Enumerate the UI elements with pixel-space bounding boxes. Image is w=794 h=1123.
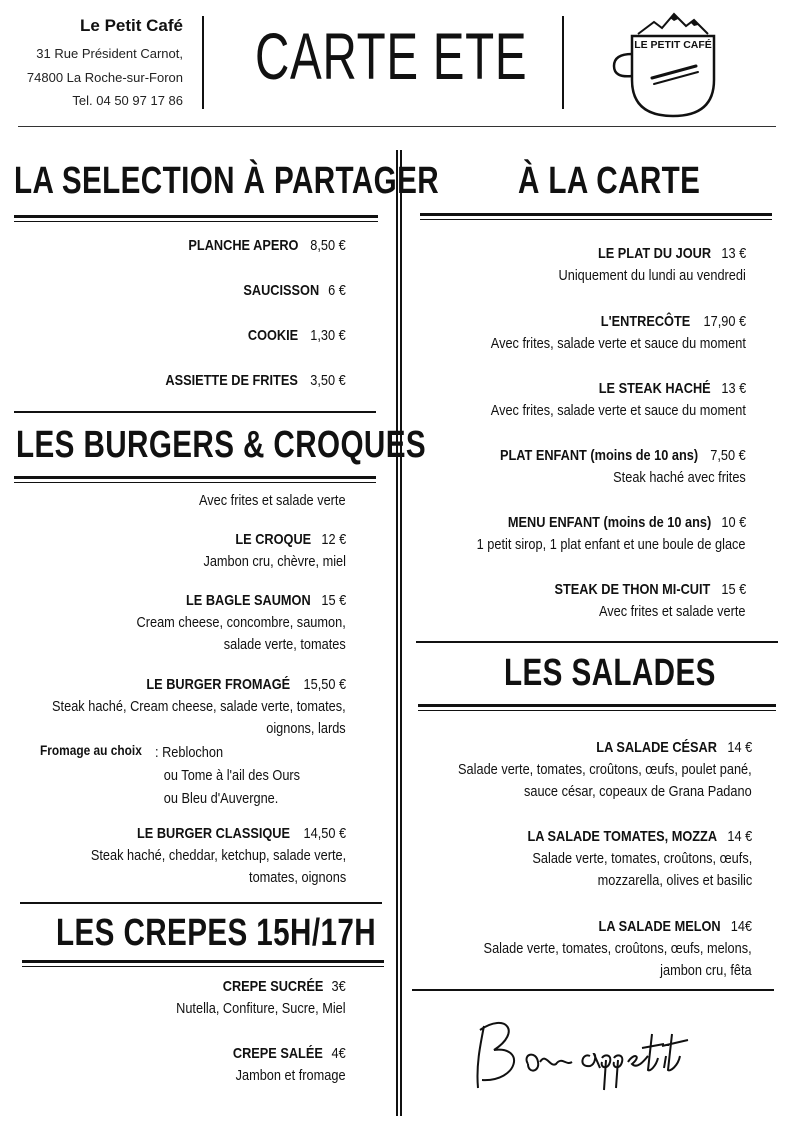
item-price: 15 € [321, 592, 346, 609]
item-name: L'ENTRECÔTE [600, 313, 690, 330]
item-name: LA SALADE MELON [598, 918, 721, 935]
item-name: LE BURGER CLASSIQUE [136, 825, 290, 842]
header-divider-right [562, 16, 564, 109]
section-rule [420, 213, 772, 220]
item-price: 14,50 € [303, 825, 346, 842]
item-description: oignons, lards [266, 721, 346, 737]
item-name: LE BURGER FROMAGÉ [146, 676, 290, 693]
phone-number: Tel. 04 50 97 17 86 [72, 93, 183, 108]
subtitle-text: Avec frites et salade verte [199, 493, 346, 509]
menu-item [494, 825, 752, 892]
item-description: Salade verte, tomates, croûtons, œufs, [532, 851, 752, 867]
section-title-crepes: LES CREPES 15H/17H [56, 912, 377, 954]
item-description: Nutella, Confiture, Sucre, Miel [176, 1001, 346, 1017]
section-rule [14, 411, 376, 413]
section-rule [418, 704, 776, 711]
item-price: 17,90 € [703, 313, 746, 330]
item-description: Avec frites, salade verte et sauce du moment [490, 336, 746, 352]
header-rule [18, 126, 776, 127]
fromage-options [155, 742, 300, 811]
header-divider-left [202, 16, 204, 109]
item-description: Cream cheese, concombre, saumon, [136, 615, 346, 631]
item-price: 6 € [328, 282, 346, 299]
item-price: 14€ [730, 918, 752, 935]
menu-item [230, 279, 346, 302]
address-line-1: 31 Rue Président Carnot, [36, 46, 183, 61]
item-price: 7,50 € [710, 447, 746, 464]
item-price: 15 € [721, 581, 746, 598]
cup-logo-icon [610, 8, 730, 120]
item-name: PLANCHE APERO [188, 237, 299, 254]
item-price: 14 € [727, 828, 752, 845]
section-rule [20, 902, 382, 904]
menu-item [533, 242, 746, 287]
item-description: Jambon cru, chèvre, miel [203, 554, 346, 570]
item-name: LE BAGLE SAUMON [186, 592, 311, 609]
item-price: 4€ [331, 1045, 346, 1062]
item-price: 3€ [331, 978, 346, 995]
menu-item [447, 915, 752, 982]
section-rule [416, 641, 778, 643]
item-name: CREPE SALÉE [233, 1045, 324, 1062]
menu-item [153, 975, 346, 1020]
item-name: COOKIE [247, 327, 299, 344]
fromage-option: ou Bleu d'Auvergne. [163, 791, 279, 807]
item-description: Salade verte, tomates, croûtons, œufs, poulet pané, [458, 762, 752, 778]
menu-item [56, 822, 346, 889]
page-title: CARTE ETE [255, 19, 528, 93]
item-name: LE PLAT DU JOUR [597, 245, 711, 262]
item-description: sauce césar, copeaux de Grana Padano [524, 784, 752, 800]
item-price: 3,50 € [310, 372, 346, 389]
section-rule [14, 476, 376, 483]
menu-item [527, 578, 746, 623]
section-title-carte: À LA CARTE [518, 160, 701, 202]
menu-item [456, 377, 746, 422]
item-name: MENU ENFANT (moins de 10 ans) [507, 514, 711, 531]
item-description: Steak haché avec frites [613, 470, 746, 486]
cafe-logo [610, 8, 730, 120]
menu-item [169, 234, 346, 257]
item-description: Steak haché, Cream cheese, salade verte, tomates, [52, 699, 346, 715]
section-rule [22, 960, 384, 967]
item-description: Steak haché, cheddar, ketchup, salade verte, [90, 848, 346, 864]
item-description: Avec frites et salade verte [599, 604, 746, 620]
item-description: mozzarella, olives et basilic [597, 873, 752, 889]
item-name: LA SALADE CÉSAR [596, 739, 717, 756]
section-rule [14, 215, 378, 222]
menu-item [184, 528, 346, 573]
item-description: Salade verte, tomates, croûtons, œufs, melons, [483, 941, 752, 957]
item-name: LA SALADE TOMATES, MOZZA [527, 828, 717, 845]
address-line-2: 74800 La Roche-sur-Foron [26, 70, 183, 85]
item-price: 13 € [721, 245, 746, 262]
bon-appetit-signature [466, 1006, 736, 1096]
item-description: Jambon et fromage [236, 1068, 346, 1084]
cafe-name: Le Petit Café [80, 16, 183, 35]
fromage-label: Fromage au choix [40, 742, 142, 758]
menu-item [108, 589, 346, 656]
menu-item [465, 444, 746, 489]
item-name: LE STEAK HACHÉ [598, 380, 711, 397]
item-price: 15,50 € [303, 676, 346, 693]
item-price: 8,50 € [310, 237, 346, 254]
item-description: 1 petit sirop, 1 plat enfant et une boule de glace [477, 537, 746, 553]
logo-text: LE PETIT CAFÉ [634, 39, 712, 51]
item-name: SAUCISSON [243, 282, 320, 299]
section-title-salades: LES SALADES [504, 652, 716, 694]
fromage-option: : Reblochon [155, 745, 224, 761]
item-name: PLAT ENFANT (moins de 10 ans) [500, 447, 699, 464]
section-title-selection: LA SELECTION À PARTAGER [14, 160, 440, 202]
menu-item [239, 324, 346, 347]
section-title-burgers: LES BURGERS & CROQUES [16, 424, 427, 466]
item-name: CREPE SUCRÉE [222, 978, 324, 995]
item-price: 1,30 € [310, 327, 346, 344]
section-rule [412, 989, 774, 991]
item-description: Avec frites, salade verte et sauce du moment [490, 403, 746, 419]
item-description: Uniquement du lundi au vendredi [558, 268, 746, 284]
item-price: 12 € [321, 531, 346, 548]
item-name: STEAK DE THON MI-CUIT [554, 581, 711, 598]
menu-item [440, 511, 746, 556]
menu-item [217, 1042, 346, 1087]
section-subtitle [179, 490, 346, 512]
menu-item [418, 736, 752, 803]
item-description: salade verte, tomates [223, 637, 346, 653]
menu-item [12, 673, 346, 740]
item-description: jambon cru, fêta [660, 963, 752, 979]
signature-icon [466, 1006, 736, 1096]
menu-item [142, 369, 346, 392]
menu-item [456, 310, 746, 355]
item-name: LE CROQUE [234, 531, 311, 548]
fromage-option: ou Tome à l'ail des Ours [163, 768, 301, 784]
item-price: 10 € [721, 514, 746, 531]
item-description: tomates, oignons [248, 870, 346, 886]
column-divider-a [396, 150, 398, 1116]
item-price: 13 € [721, 380, 746, 397]
item-price: 14 € [727, 739, 752, 756]
item-name: ASSIETTE DE FRITES [165, 372, 299, 389]
column-divider-b [400, 150, 402, 1116]
